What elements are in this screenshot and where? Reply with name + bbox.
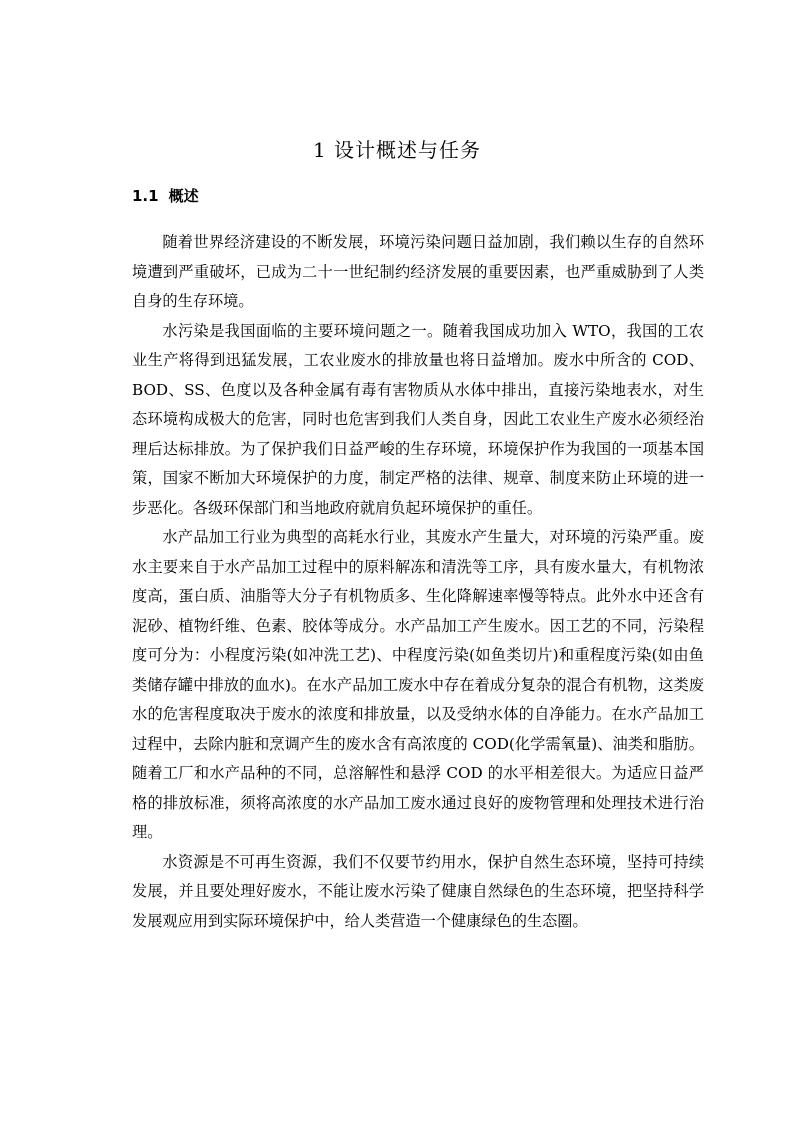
chapter-title: 1 设计概述与任务 [312,138,482,162]
paragraph: 水产品加工行业为典型的高耗水行业，其废水产生量大，对环境的污染严重。废水主要来自于水产品加工过程中的原料解冻和清洗等工序，具有废水量大，有机物浓度高，蛋白质、油脂等大分子有机物质多、生化降解速率慢等特点。此外水中还含有泥砂、植物纤维、色素、胶体等成分。水产品加工产生废水。因工艺的不同，污染程度可分为：小程度污染(如冲洗工艺)、中程度污染(如鱼类切片)和重程度污染(如由鱼类储存罐中排放的血水)。在水产品加工废水中存在着成分复杂的混合有机物，这类废水的危害程度取决于废水的浓度和排放量，以及受纳水体的自净能力。在水产品加工过程中，去除内脏和烹调产生的废水含有高浓度的 COD(化学需氧量)、油类和脂肪。随着工厂和水产品种的不同，总溶解性和悬浮 COD 的水平相差很大。为适应日益严格的排放标准，须将高浓度的水产品加工废水通过良好的废物管理和处理技术进行治理。 [132,528,704,841]
paragraph: 随着世界经济建设的不断发展，环境污染问题日益加剧，我们赖以生存的自然环境遭到严重破坏，已成为二十一世纪制约经济发展的重要因素，也严重威胁到了人类自身的生存环境。 [132,233,704,310]
paragraph: 水污染是我国面临的主要环境问题之一。随着我国成功加入 WTO，我国的工农业生产将得到迅猛发展，工农业废水的排放量也将日益增加。废水中所含的 COD、BOD、SS、色度以及各种金属有毒有害物质从水体中排出，直接污染地表水，对生态环境构成极大的危害，同时也危害到我们人类自身，因此工农业生产废水必须经治理后达标排放。为了保护我们日益严峻的生存环境，环境保护作为我国的一项基本国策，国家不断加大环境保护的力度，制定严格的法律、规章、制度来防止环境的进一步恶化。各级环保部门和当地政府就肩负起环境保护的重任。 [132,321,704,517]
paragraph: 水资源是不可再生资源，我们不仅要节约用水，保护自然生态环境，坚持可持续发展，并且要处理好废水，不能让废水污染了健康自然绿色的生态环境，把坚持科学发展观应用到实际环境保护中，给人类营造一个健康绿色的生态圈。 [132,852,704,930]
section-body [132,228,704,936]
section-title: 概述 [168,187,199,205]
section-number: 1.1 [132,187,159,205]
section-heading [132,184,199,208]
